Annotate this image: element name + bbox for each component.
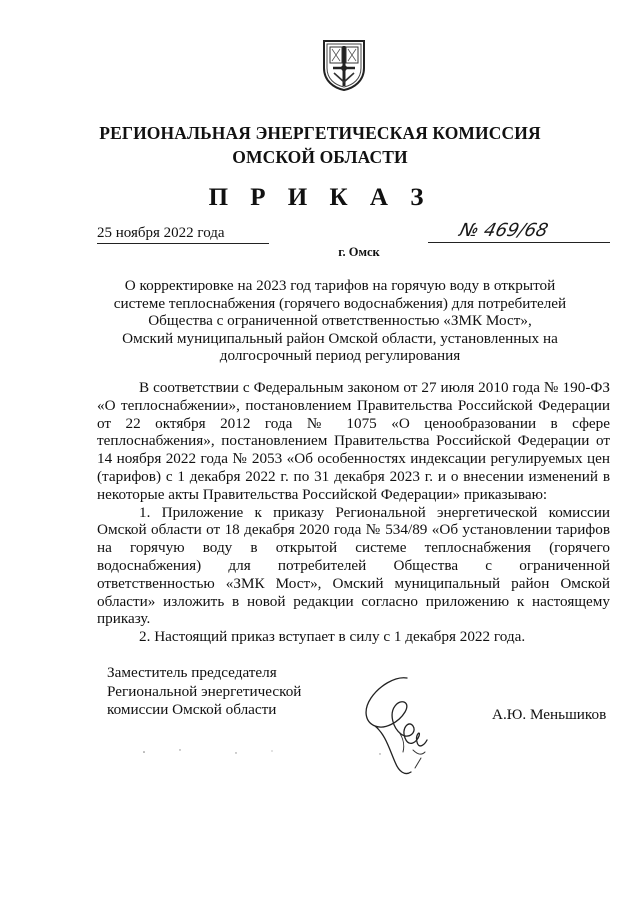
document-subject <box>100 277 580 365</box>
document-type-title: П Р И К А З <box>208 184 432 211</box>
subject-line: системе теплоснабжения (горячего водоснабжения) для потребителей <box>113 294 567 312</box>
document-date: 25 ноября 2022 года <box>97 224 269 244</box>
signatory-title-line2: Региональной энергетической <box>107 682 302 700</box>
signatory-position <box>107 664 301 720</box>
signatory-title-line3: комиссии Омской области <box>107 701 277 718</box>
coat-of-arms-icon <box>321 38 367 92</box>
document-number-handwritten <box>456 214 586 244</box>
subject-line: долгосрочный период регулирования <box>219 347 461 364</box>
document-city: г. Омск <box>338 245 380 259</box>
signatory-title-line1: Заместитель председателя <box>107 664 277 681</box>
preamble-paragraph: В соответствии с Федеральным законом от 27 июля 2010 года № 190-ФЗ «О теплоснабжении», постановлением Правительства Российской Федерации от 22 октября 2012 года № 1075 «О ценообразовании в сфере теплоснабжения», постановлением Правительства Российской Федерации от 14 ноября 2022 года № 2053 «Об особенностях индексации регулируемых цен (тарифов) с 1 декабря 2022 г. по 31 декабря 2023 г. и о внесении изменений в некоторые акты Правительства Российской Федерации» приказываю: <box>97 379 610 503</box>
document-body <box>97 379 610 646</box>
document-number-underline <box>428 242 610 243</box>
handwritten-signature-icon <box>355 672 445 780</box>
subject-line: О корректировке на 2023 год тарифов на горячую воду в открытой <box>124 277 556 294</box>
document-number-text: № 469/68 <box>457 220 551 241</box>
subject-line: Общества с ограниченной ответственностью «ЗМК Мост», <box>148 312 532 329</box>
signatory-name: А.Ю. Меньшиков <box>492 706 607 723</box>
agency-name-line1: РЕГИОНАЛЬНАЯ ЭНЕРГЕТИЧЕСКАЯ КОМИССИЯ <box>99 123 541 143</box>
order-item-1: 1. Приложение к приказу Региональной энергетической комиссии Омской области от 18 декабря 2020 года № 534/89 «Об установлении тарифов на горячую воду в открытой системе теплоснабжения (горячего водоснабжения) для потребителей Общества с ограниченной ответственностью «ЗМК Мост», Омский муниципальный район Омской области» изложить в новой редакции согласно приложению к настоящему приказу. <box>97 503 610 628</box>
agency-name-line2: ОМСКОЙ ОБЛАСТИ <box>232 147 408 167</box>
subject-line: Омский муниципальный район Омской области, установленных на <box>122 329 558 347</box>
scan-artifact-dots <box>140 742 400 762</box>
order-item-2: 2. Настоящий приказ вступает в силу с 1 декабря 2022 года. <box>139 628 526 646</box>
